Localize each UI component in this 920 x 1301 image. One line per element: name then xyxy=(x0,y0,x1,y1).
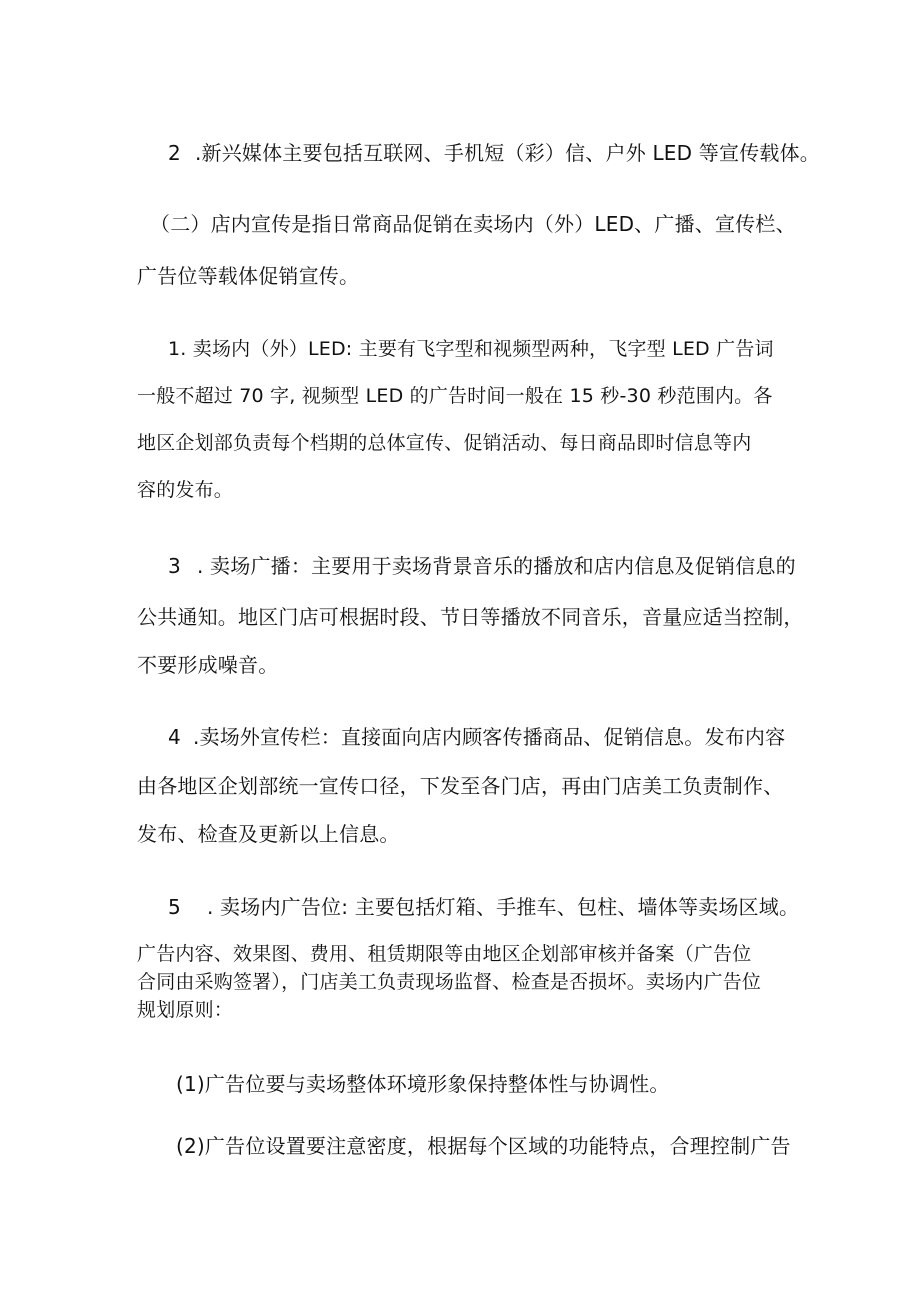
paragraph-3-line-1: 1. 卖场内（外）LED: 主要有飞字型和视频型两种，飞字型 LED 广告词 xyxy=(168,338,774,360)
item-number: 2 xyxy=(168,141,181,165)
paragraph-4-line-2: 公共通知。地区门店可根据时段、节日等播放不同音乐，音量应适当控制， xyxy=(137,605,804,629)
paragraph-4-line-3: 不要形成噪音。 xyxy=(137,653,279,677)
paragraph-2-line-1: （二）店内宣传是指日常商品促销在卖场内（外）LED、广播、宣传栏、 xyxy=(150,212,796,236)
paragraph-7: (1)广告位要与卖场整体环境形象保持整体性与协调性。 xyxy=(176,1072,670,1096)
paragraph-3-line-4: 容的发布。 xyxy=(137,479,234,501)
paragraph-text: .卖场外宣传栏：直接面向店内顾客传播商品、促销信息。发布内容 xyxy=(192,725,786,749)
paragraph-5-line-2: 由各地区企划部统一宣传口径，下发至各门店，再由门店美工负责制作、 xyxy=(137,774,784,798)
paragraph-6-line-3: 合同由采购签署），门店美工负责现场监督、检查是否损坏。卖场内广告位 xyxy=(137,971,762,993)
paragraph-2-line-2: 广告位等载体促销宣传。 xyxy=(137,264,360,288)
paragraph-4-line-1 xyxy=(168,552,796,580)
paragraph-text: . 卖场广播：主要用于卖场背景音乐的播放和店内信息及促销信息的 xyxy=(196,554,796,578)
item-number: 5 xyxy=(168,895,181,919)
paragraph-5-line-3: 发布、检查及更新以上信息。 xyxy=(137,822,400,846)
paragraph-1 xyxy=(168,139,820,167)
paragraph-6-line-2: 广告内容、效果图、费用、租赁期限等由地区企划部审核并备案（广告位 xyxy=(137,943,752,965)
paragraph-3-line-2: 一般不超过 70 字, 视频型 LED 的广告时间一般在 15 秒-30 秒范围内。各 xyxy=(137,385,773,407)
paragraph-text: . 卖场内广告位: 主要包括灯箱、手推车、包柱、墙体等卖场区域。 xyxy=(206,895,800,919)
paragraph-5-line-1 xyxy=(168,723,785,751)
paragraph-text: .新兴媒体主要包括互联网、手机短（彩）信、户外 LED 等宣传载体。 xyxy=(194,141,820,165)
paragraph-6-line-4: 规划原则： xyxy=(137,999,234,1021)
paragraph-8: (2)广告位设置要注意密度，根据每个区域的功能特点，合理控制广告 xyxy=(176,1134,791,1158)
paragraph-3-line-3: 地区企划部负责每个档期的总体宣传、促销活动、每日商品即时信息等内 xyxy=(137,432,752,454)
item-number: 4 xyxy=(168,725,181,749)
paragraph-6-line-1 xyxy=(168,893,799,921)
item-number: 3 xyxy=(168,554,181,578)
